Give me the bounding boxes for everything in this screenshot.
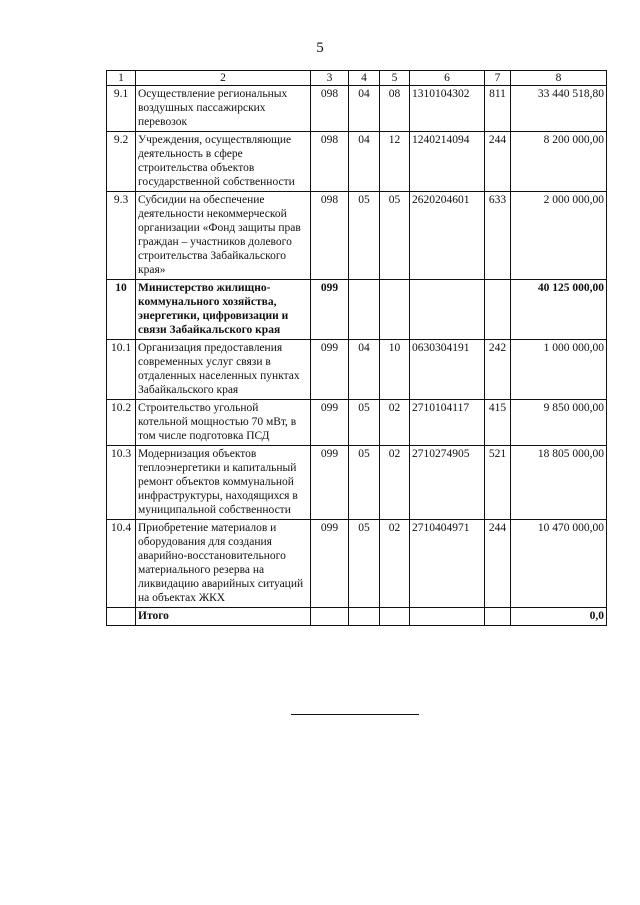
budget-table xyxy=(106,70,607,626)
row-amount: 1 000 000,00 xyxy=(511,340,607,400)
row-subsection-code: 12 xyxy=(380,132,410,192)
row-subsection-code: 10 xyxy=(380,340,410,400)
row-amount: 10 470 000,00 xyxy=(511,520,607,608)
row-grbs-code: 099 xyxy=(311,446,349,520)
header-cell: 7 xyxy=(485,71,511,86)
row-subsection-code: 02 xyxy=(380,400,410,446)
total-row xyxy=(107,608,607,626)
row-subsection-code xyxy=(380,280,410,340)
table-row xyxy=(107,192,607,280)
row-expense-type-code: 242 xyxy=(485,340,511,400)
row-number: 10.2 xyxy=(107,400,136,446)
row-subsection-code: 05 xyxy=(380,192,410,280)
header-cell: 4 xyxy=(349,71,380,86)
row-name: Организация предоставления современных услуг связи в отдаленных населенных пунктах Забайкальского края xyxy=(136,340,311,400)
row-name: Министерство жилищно-коммунального хозяйства, энергетики, цифровизации и связи Забайкальского края xyxy=(136,280,311,340)
row-section-code: 05 xyxy=(349,400,380,446)
row-section-code: 04 xyxy=(349,86,380,132)
row-name: Приобретение материалов и оборудования для создания аварийно-восстановительного материального резерва на ликвидацию аварийных ситуаций на объектах ЖКХ xyxy=(136,520,311,608)
total-row-empty-cell xyxy=(349,608,380,626)
row-number: 10.3 xyxy=(107,446,136,520)
table-row xyxy=(107,86,607,132)
row-number: 10.4 xyxy=(107,520,136,608)
header-cell: 6 xyxy=(410,71,485,86)
row-number: 10.1 xyxy=(107,340,136,400)
row-subsection-code: 02 xyxy=(380,446,410,520)
row-amount: 9 850 000,00 xyxy=(511,400,607,446)
row-expense-type-code: 633 xyxy=(485,192,511,280)
table-row xyxy=(107,400,607,446)
row-grbs-code: 098 xyxy=(311,132,349,192)
row-expense-type-code: 244 xyxy=(485,132,511,192)
row-section-code: 05 xyxy=(349,446,380,520)
table-row xyxy=(107,340,607,400)
table-row xyxy=(107,132,607,192)
total-value: 0,0 xyxy=(511,608,607,626)
row-grbs-code: 098 xyxy=(311,86,349,132)
total-row-empty-cell xyxy=(410,608,485,626)
header-cell: 1 xyxy=(107,71,136,86)
row-grbs-code: 099 xyxy=(311,400,349,446)
row-name: Субсидии на обеспечение деятельности некоммерческой организации «Фонд защиты прав граждан – участников долевого строительства Забайкальского края» xyxy=(136,192,311,280)
header-cell: 5 xyxy=(380,71,410,86)
total-row-empty-cell xyxy=(380,608,410,626)
row-number: 10 xyxy=(107,280,136,340)
row-amount: 33 440 518,80 xyxy=(511,86,607,132)
row-section-code: 04 xyxy=(349,132,380,192)
row-grbs-code: 098 xyxy=(311,192,349,280)
total-label: Итого xyxy=(136,608,311,626)
row-target-article-code xyxy=(410,280,485,340)
table-row xyxy=(107,520,607,608)
row-subsection-code: 08 xyxy=(380,86,410,132)
row-target-article-code: 2710404971 xyxy=(410,520,485,608)
row-amount: 8 200 000,00 xyxy=(511,132,607,192)
row-amount: 18 805 000,00 xyxy=(511,446,607,520)
row-target-article-code: 2710274905 xyxy=(410,446,485,520)
row-expense-type-code: 521 xyxy=(485,446,511,520)
row-section-code xyxy=(349,280,380,340)
row-name: Модернизация объектов теплоэнергетики и капитальный ремонт объектов коммунальной инфраструктуры, находящихся в муниципальной собственности xyxy=(136,446,311,520)
table-header-row xyxy=(107,71,607,86)
header-cell: 3 xyxy=(311,71,349,86)
row-target-article-code: 1310104302 xyxy=(410,86,485,132)
signature-divider-line xyxy=(291,714,419,715)
total-row-empty-cell xyxy=(107,608,136,626)
row-name: Осуществление региональных воздушных пассажирских перевозок xyxy=(136,86,311,132)
row-name: Строительство угольной котельной мощностью 70 мВт, в том числе подготовка ПСД xyxy=(136,400,311,446)
row-target-article-code: 2620204601 xyxy=(410,192,485,280)
row-name: Учреждения, осуществляющие деятельность в сфере строительства объектов государственной собственности xyxy=(136,132,311,192)
row-number: 9.2 xyxy=(107,132,136,192)
row-section-code: 04 xyxy=(349,340,380,400)
row-expense-type-code: 811 xyxy=(485,86,511,132)
row-amount: 2 000 000,00 xyxy=(511,192,607,280)
row-expense-type-code xyxy=(485,280,511,340)
row-subsection-code: 02 xyxy=(380,520,410,608)
table-row xyxy=(107,446,607,520)
page-number: 5 xyxy=(316,40,324,56)
row-grbs-code: 099 xyxy=(311,520,349,608)
row-grbs-code: 099 xyxy=(311,280,349,340)
row-number: 9.1 xyxy=(107,86,136,132)
row-expense-type-code: 244 xyxy=(485,520,511,608)
row-expense-type-code: 415 xyxy=(485,400,511,446)
header-cell: 2 xyxy=(136,71,311,86)
row-target-article-code: 1240214094 xyxy=(410,132,485,192)
row-amount: 40 125 000,00 xyxy=(511,280,607,340)
row-target-article-code: 0630304191 xyxy=(410,340,485,400)
row-number: 9.3 xyxy=(107,192,136,280)
row-target-article-code: 2710104117 xyxy=(410,400,485,446)
row-section-code: 05 xyxy=(349,192,380,280)
table-row xyxy=(107,280,607,340)
total-row-empty-cell xyxy=(485,608,511,626)
row-section-code: 05 xyxy=(349,520,380,608)
row-grbs-code: 099 xyxy=(311,340,349,400)
header-cell: 8 xyxy=(511,71,607,86)
total-row-empty-cell xyxy=(311,608,349,626)
